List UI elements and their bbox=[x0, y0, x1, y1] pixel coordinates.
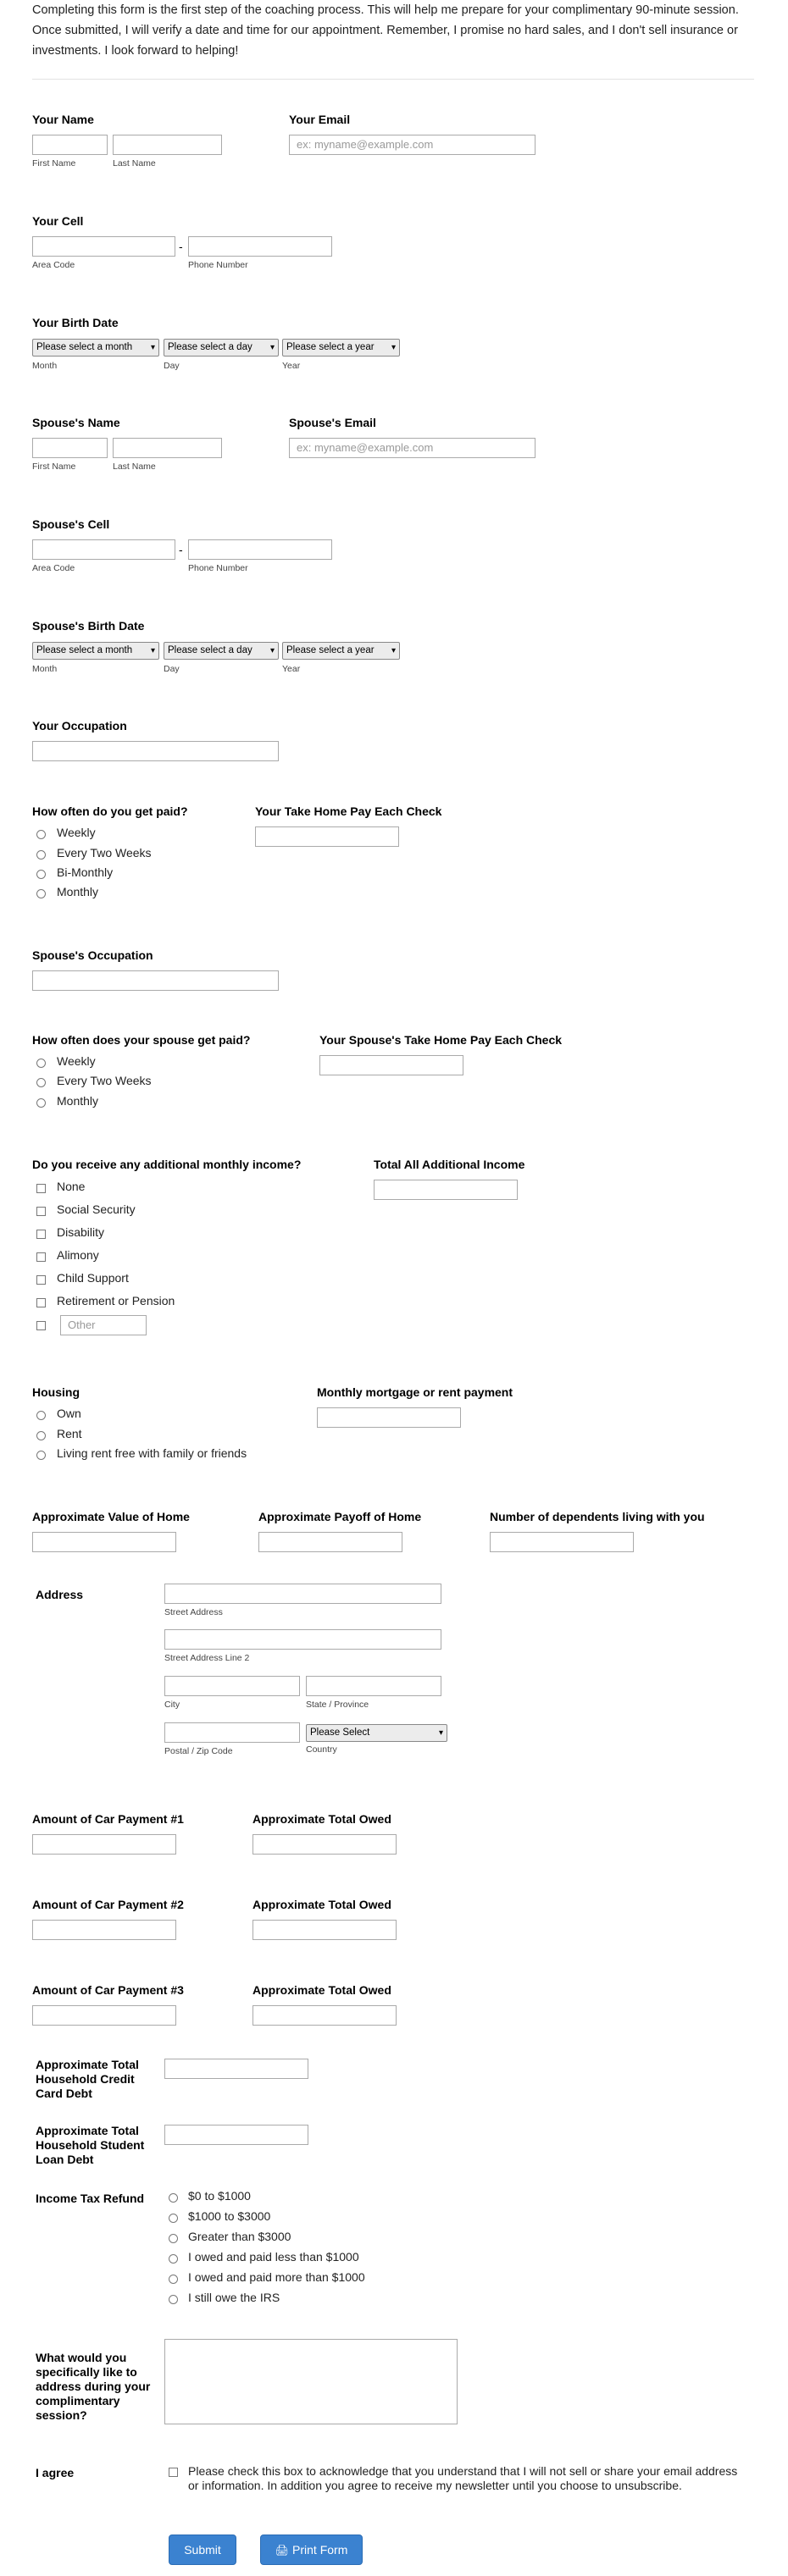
option-bi-monthly: Bi-Monthly bbox=[57, 865, 114, 879]
agree-label: I agree bbox=[36, 2466, 75, 2479]
income-option-disability: Disability bbox=[57, 1225, 105, 1239]
car-payment-1-label: Amount of Car Payment #1 bbox=[32, 1812, 184, 1826]
income-option-retirement: Retirement or Pension bbox=[57, 1294, 175, 1307]
spouse-option-weekly: Weekly bbox=[57, 1054, 96, 1068]
occupation-label: Your Occupation bbox=[32, 719, 127, 732]
area-code-input[interactable] bbox=[32, 236, 175, 257]
spouse-email-input[interactable]: ex: myname@example.com bbox=[289, 438, 536, 458]
radio-own[interactable] bbox=[36, 1411, 46, 1420]
spouse-month-select[interactable] bbox=[32, 642, 159, 660]
intro-text: Completing this form is the first step of the coaching process. This will help me prepare for your complimentary 90-minute session. Once submitted, I will verify a date and time for our appointment. Remember, I promise no hard sales, and I don't sell insurance or investments. I look forward to helping! bbox=[32, 3, 739, 58]
divider bbox=[32, 79, 754, 80]
take-home-label: Your Take Home Pay Each Check bbox=[255, 804, 442, 818]
spouse-email-label: Spouse's Email bbox=[289, 416, 376, 429]
credit-card-debt-label bbox=[36, 2058, 139, 2101]
email-input[interactable]: ex: myname@example.com bbox=[289, 135, 536, 155]
agree-text-line1: Please check this box to acknowledge that you understand that I will not sell or share your email address bbox=[188, 2464, 738, 2478]
checkbox-retirement[interactable] bbox=[36, 1298, 46, 1307]
student-loan-label-line3: Loan Debt bbox=[36, 2153, 94, 2166]
spouse-first-name-input[interactable] bbox=[32, 438, 108, 458]
car-1-owed-input[interactable] bbox=[252, 1834, 397, 1855]
credit-card-label-line3: Card Debt bbox=[36, 2087, 92, 2100]
print-form-button[interactable] bbox=[260, 2535, 363, 2565]
student-loan-label-line2: Household Student bbox=[36, 2138, 145, 2152]
agree-text-line2: or information. In addition you agree to receive my newsletter until you choose to unsubscribe. bbox=[188, 2479, 682, 2492]
phone-number-input[interactable] bbox=[188, 236, 332, 257]
agree-text bbox=[188, 2464, 764, 2493]
first-name-sublabel: First Name bbox=[32, 158, 76, 169]
state-sublabel: State / Province bbox=[306, 1700, 369, 1710]
income-option-social-security: Social Security bbox=[57, 1202, 136, 1216]
your-email-label: Your Email bbox=[289, 113, 351, 126]
income-option-none: None bbox=[57, 1180, 86, 1193]
day-sublabel: Day bbox=[164, 361, 180, 371]
checkbox-social-security[interactable] bbox=[36, 1207, 46, 1216]
radio-owed-less[interactable] bbox=[169, 2254, 178, 2264]
refund-option-owed-more: I owed and paid more than $1000 bbox=[188, 2270, 365, 2284]
student-loan-debt-input[interactable] bbox=[164, 2125, 308, 2145]
chevron-down-icon: ▾ bbox=[438, 1728, 443, 1738]
pay-frequency-label: How often do you get paid? bbox=[32, 804, 188, 818]
chevron-down-icon: ▾ bbox=[150, 646, 155, 655]
home-value-input[interactable] bbox=[32, 1532, 176, 1552]
street-address-input[interactable] bbox=[164, 1584, 441, 1604]
credit-card-label-line2: Household Credit bbox=[36, 2072, 135, 2086]
city-sublabel: City bbox=[164, 1700, 180, 1710]
housing-option-own: Own bbox=[57, 1407, 81, 1420]
month-sublabel: Month bbox=[32, 361, 58, 371]
phone-number-sublabel: Phone Number bbox=[188, 260, 248, 270]
radio-bi-monthly[interactable] bbox=[36, 870, 46, 879]
checkbox-none[interactable] bbox=[36, 1184, 46, 1193]
agree-checkbox[interactable] bbox=[169, 2468, 178, 2477]
session-label-line3: address during your bbox=[36, 2380, 151, 2393]
phone-dash: - bbox=[179, 240, 183, 253]
radio-weekly[interactable] bbox=[36, 830, 46, 839]
other-income-input[interactable]: Other bbox=[60, 1315, 147, 1335]
radio-still-owe[interactable] bbox=[169, 2295, 178, 2304]
radio-owed-more[interactable] bbox=[169, 2275, 178, 2284]
spouse-occupation-input[interactable] bbox=[32, 970, 279, 991]
spouse-first-sublabel: First Name bbox=[32, 462, 76, 472]
car-payment-1-input[interactable] bbox=[32, 1834, 176, 1855]
chevron-down-icon: ▾ bbox=[391, 343, 396, 352]
spouse-phone-input[interactable] bbox=[188, 539, 332, 560]
radio-refund-gt-3000[interactable] bbox=[169, 2234, 178, 2243]
last-name-sublabel: Last Name bbox=[113, 158, 156, 169]
radio-rent-free[interactable] bbox=[36, 1451, 46, 1460]
car-2-owed-label: Approximate Total Owed bbox=[252, 1898, 391, 1911]
spouse-radio-weekly[interactable] bbox=[36, 1059, 46, 1068]
occupation-input[interactable] bbox=[32, 741, 279, 761]
street-address-2-input[interactable] bbox=[164, 1629, 441, 1650]
year-sublabel: Year bbox=[282, 361, 301, 371]
chevron-down-icon: ▾ bbox=[150, 343, 155, 352]
credit-card-debt-input[interactable] bbox=[164, 2059, 308, 2079]
spouse-pay-frequency-label: How often does your spouse get paid? bbox=[32, 1033, 251, 1047]
spouse-take-home-input[interactable] bbox=[319, 1055, 463, 1075]
take-home-input[interactable] bbox=[255, 826, 399, 847]
spouse-area-sublabel: Area Code bbox=[32, 563, 75, 573]
your-cell-label: Your Cell bbox=[32, 214, 84, 228]
total-income-label: Total All Additional Income bbox=[374, 1158, 525, 1171]
spouse-last-name-input[interactable] bbox=[113, 438, 222, 458]
refund-option-0-1000: $0 to $1000 bbox=[188, 2189, 251, 2203]
chevron-down-icon: ▾ bbox=[391, 646, 396, 655]
print-form-label: Print Form bbox=[292, 2543, 348, 2557]
spouse-option-every-two-weeks: Every Two Weeks bbox=[57, 1074, 152, 1087]
car-1-owed-label: Approximate Total Owed bbox=[252, 1812, 391, 1826]
car-payment-3-input[interactable] bbox=[32, 2005, 176, 2026]
checkbox-child-support[interactable] bbox=[36, 1275, 46, 1285]
spouse-year-sublabel: Year bbox=[282, 664, 301, 674]
session-question-label bbox=[36, 2351, 150, 2423]
spouse-occupation-label: Spouse's Occupation bbox=[32, 948, 153, 962]
student-loan-debt-label bbox=[36, 2124, 144, 2167]
option-weekly: Weekly bbox=[57, 826, 96, 839]
mortgage-input[interactable] bbox=[317, 1407, 461, 1428]
spouse-month-value: Please select a month bbox=[36, 645, 133, 655]
radio-refund-1000-3000[interactable] bbox=[169, 2214, 178, 2223]
country-sublabel: Country bbox=[306, 1744, 337, 1755]
tax-refund-label: Income Tax Refund bbox=[36, 2192, 145, 2205]
birth-month-select[interactable] bbox=[32, 339, 159, 357]
spouse-phone-dash: - bbox=[179, 543, 183, 556]
area-code-sublabel: Area Code bbox=[32, 260, 75, 270]
street-address-2-sublabel: Street Address Line 2 bbox=[164, 1653, 250, 1663]
option-every-two-weeks: Every Two Weeks bbox=[57, 846, 152, 860]
housing-option-rent-free: Living rent free with family or friends bbox=[57, 1446, 247, 1460]
car-payment-2-input[interactable] bbox=[32, 1920, 176, 1940]
birth-year-select[interactable] bbox=[282, 339, 400, 357]
session-label-line1: What would you bbox=[36, 2351, 127, 2364]
chevron-down-icon: ▾ bbox=[269, 343, 275, 352]
car-2-owed-input[interactable] bbox=[252, 1920, 397, 1940]
spouse-area-code-input[interactable] bbox=[32, 539, 175, 560]
dependents-input[interactable] bbox=[490, 1532, 634, 1552]
birth-year-value: Please select a year bbox=[286, 342, 375, 352]
session-label-line2: specifically like to bbox=[36, 2365, 137, 2379]
spouse-option-monthly: Monthly bbox=[57, 1094, 99, 1108]
mortgage-label: Monthly mortgage or rent payment bbox=[317, 1385, 513, 1399]
spouse-birth-label: Spouse's Birth Date bbox=[32, 619, 145, 633]
refund-option-owed-less: I owed and paid less than $1000 bbox=[188, 2250, 359, 2264]
housing-option-rent: Rent bbox=[57, 1427, 82, 1440]
checkbox-alimony[interactable] bbox=[36, 1252, 46, 1262]
option-monthly: Monthly bbox=[57, 885, 99, 898]
birth-month-value: Please select a month bbox=[36, 342, 133, 352]
income-option-child-support: Child Support bbox=[57, 1271, 129, 1285]
radio-refund-0-1000[interactable] bbox=[169, 2193, 178, 2203]
birth-date-label: Your Birth Date bbox=[32, 316, 119, 329]
car-3-owed-input[interactable] bbox=[252, 2005, 397, 2026]
radio-every-two-weeks[interactable] bbox=[36, 850, 46, 860]
chevron-down-icon: ▾ bbox=[269, 646, 275, 655]
home-value-label: Approximate Value of Home bbox=[32, 1510, 190, 1523]
spouse-name-label: Spouse's Name bbox=[32, 416, 120, 429]
birth-day-value: Please select a day bbox=[168, 342, 252, 352]
spouse-radio-monthly[interactable] bbox=[36, 1098, 46, 1108]
housing-label: Housing bbox=[32, 1385, 80, 1399]
student-loan-label-line1: Approximate Total bbox=[36, 2124, 139, 2137]
last-name-input[interactable] bbox=[113, 135, 222, 155]
car-payment-3-label: Amount of Car Payment #3 bbox=[32, 1983, 184, 1997]
spouse-day-sublabel: Day bbox=[164, 664, 180, 674]
first-name-input[interactable] bbox=[32, 135, 108, 155]
spouse-take-home-label: Your Spouse's Take Home Pay Each Check bbox=[319, 1033, 563, 1047]
address-label: Address bbox=[36, 1588, 84, 1601]
spouse-day-select[interactable] bbox=[164, 642, 279, 660]
session-textarea[interactable] bbox=[164, 2339, 458, 2424]
spouse-day-value: Please select a day bbox=[168, 645, 252, 655]
printer-icon: 🖨 bbox=[275, 2544, 290, 2557]
country-select[interactable] bbox=[306, 1724, 447, 1742]
checkbox-disability[interactable] bbox=[36, 1230, 46, 1239]
dependents-label: Number of dependents living with you bbox=[490, 1510, 705, 1523]
session-label-line4: complimentary bbox=[36, 2394, 120, 2407]
spouse-last-sublabel: Last Name bbox=[113, 462, 156, 472]
car-payment-2-label: Amount of Car Payment #2 bbox=[32, 1898, 184, 1911]
postal-code-sublabel: Postal / Zip Code bbox=[164, 1746, 233, 1756]
spouse-year-value: Please select a year bbox=[286, 645, 375, 655]
spouse-month-sublabel: Month bbox=[32, 664, 58, 674]
radio-rent[interactable] bbox=[36, 1431, 46, 1440]
car-3-owed-label: Approximate Total Owed bbox=[252, 1983, 391, 1997]
state-input[interactable] bbox=[306, 1676, 441, 1696]
postal-code-input[interactable] bbox=[164, 1722, 300, 1743]
home-payoff-input[interactable] bbox=[258, 1532, 402, 1552]
street-address-sublabel: Street Address bbox=[164, 1607, 223, 1617]
income-option-alimony: Alimony bbox=[57, 1248, 99, 1262]
spouse-year-select[interactable] bbox=[282, 642, 400, 660]
home-payoff-label: Approximate Payoff of Home bbox=[258, 1510, 422, 1523]
spouse-phone-sublabel: Phone Number bbox=[188, 563, 248, 573]
city-input[interactable] bbox=[164, 1676, 300, 1696]
total-income-input[interactable] bbox=[374, 1180, 518, 1200]
spouse-radio-every-two-weeks[interactable] bbox=[36, 1078, 46, 1087]
spouse-cell-label: Spouse's Cell bbox=[32, 517, 110, 531]
radio-monthly[interactable] bbox=[36, 889, 46, 898]
refund-option-1000-3000: $1000 to $3000 bbox=[188, 2209, 271, 2223]
refund-option-still-owe: I still owe the IRS bbox=[188, 2291, 280, 2304]
additional-income-label: Do you receive any additional monthly income? bbox=[32, 1158, 302, 1171]
birth-day-select[interactable] bbox=[164, 339, 279, 357]
session-label-line5: session? bbox=[36, 2408, 87, 2422]
country-value: Please Select bbox=[310, 1727, 370, 1738]
refund-option-gt-3000: Greater than $3000 bbox=[188, 2230, 291, 2243]
your-name-label: Your Name bbox=[32, 113, 94, 126]
credit-card-label-line1: Approximate Total bbox=[36, 2058, 139, 2071]
submit-button[interactable]: Submit bbox=[169, 2535, 236, 2565]
checkbox-other[interactable] bbox=[36, 1321, 46, 1330]
